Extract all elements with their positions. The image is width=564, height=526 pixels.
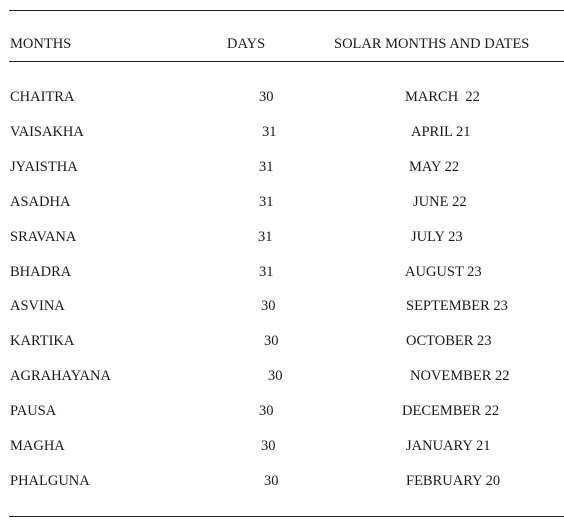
days-count: 31 — [259, 159, 274, 175]
table-bottom-rule — [9, 516, 564, 517]
solar-month-date: APRIL 21 — [411, 124, 471, 140]
month-name: AGRAHAYANA — [10, 368, 111, 384]
month-name: VAISAKHA — [10, 124, 84, 140]
month-name: ASADHA — [10, 194, 71, 210]
table-row — [0, 194, 564, 210]
days-count: 30 — [268, 368, 283, 384]
table-row — [0, 89, 564, 105]
days-count: 31 — [258, 229, 273, 245]
month-name: PAUSA — [10, 403, 57, 419]
solar-month-date: MARCH 22 — [405, 89, 480, 105]
solar-month-date: JANUARY 21 — [406, 438, 491, 454]
days-count: 30 — [259, 89, 274, 105]
month-name: ASVINA — [10, 298, 65, 314]
days-count: 30 — [261, 438, 276, 454]
solar-month-date: DECEMBER 22 — [402, 403, 500, 419]
month-name: CHAITRA — [10, 89, 75, 105]
table-row — [0, 473, 564, 489]
month-name: JYAISTHA — [10, 159, 78, 175]
header-days: DAYS — [227, 36, 266, 52]
table-row — [0, 438, 564, 454]
table-row — [0, 403, 564, 419]
days-count: 30 — [261, 298, 276, 314]
solar-month-date: NOVEMBER 22 — [410, 368, 510, 384]
header-months: MONTHS — [10, 36, 72, 52]
table-row — [0, 368, 564, 384]
days-count: 31 — [259, 194, 274, 210]
days-count: 30 — [259, 403, 274, 419]
days-count: 30 — [264, 473, 279, 489]
table-row — [0, 159, 564, 175]
days-count: 31 — [259, 264, 274, 280]
solar-month-date: JULY 23 — [411, 229, 463, 245]
solar-month-date: MAY 22 — [409, 159, 460, 175]
days-count: 31 — [262, 124, 277, 140]
table-row — [0, 124, 564, 140]
solar-month-date: SEPTEMBER 23 — [406, 298, 508, 314]
solar-month-date: OCTOBER 23 — [406, 333, 492, 349]
month-name: KARTIKA — [10, 333, 75, 349]
solar-month-date: FEBRUARY 20 — [406, 473, 501, 489]
month-name: BHADRA — [10, 264, 72, 280]
days-count: 30 — [264, 333, 279, 349]
table-top-rule — [9, 10, 564, 11]
month-name: MAGHA — [10, 438, 65, 454]
month-name: SRAVANA — [10, 229, 77, 245]
table-row — [0, 229, 564, 245]
solar-month-date: JUNE 22 — [413, 194, 467, 210]
table-row — [0, 333, 564, 349]
table-row — [0, 298, 564, 314]
table-row — [0, 264, 564, 280]
header-solar-months-and-dates: SOLAR MONTHS AND DATES — [334, 36, 530, 52]
solar-month-date: AUGUST 23 — [405, 264, 482, 280]
month-name: PHALGUNA — [10, 473, 90, 489]
header-rule — [9, 61, 564, 62]
